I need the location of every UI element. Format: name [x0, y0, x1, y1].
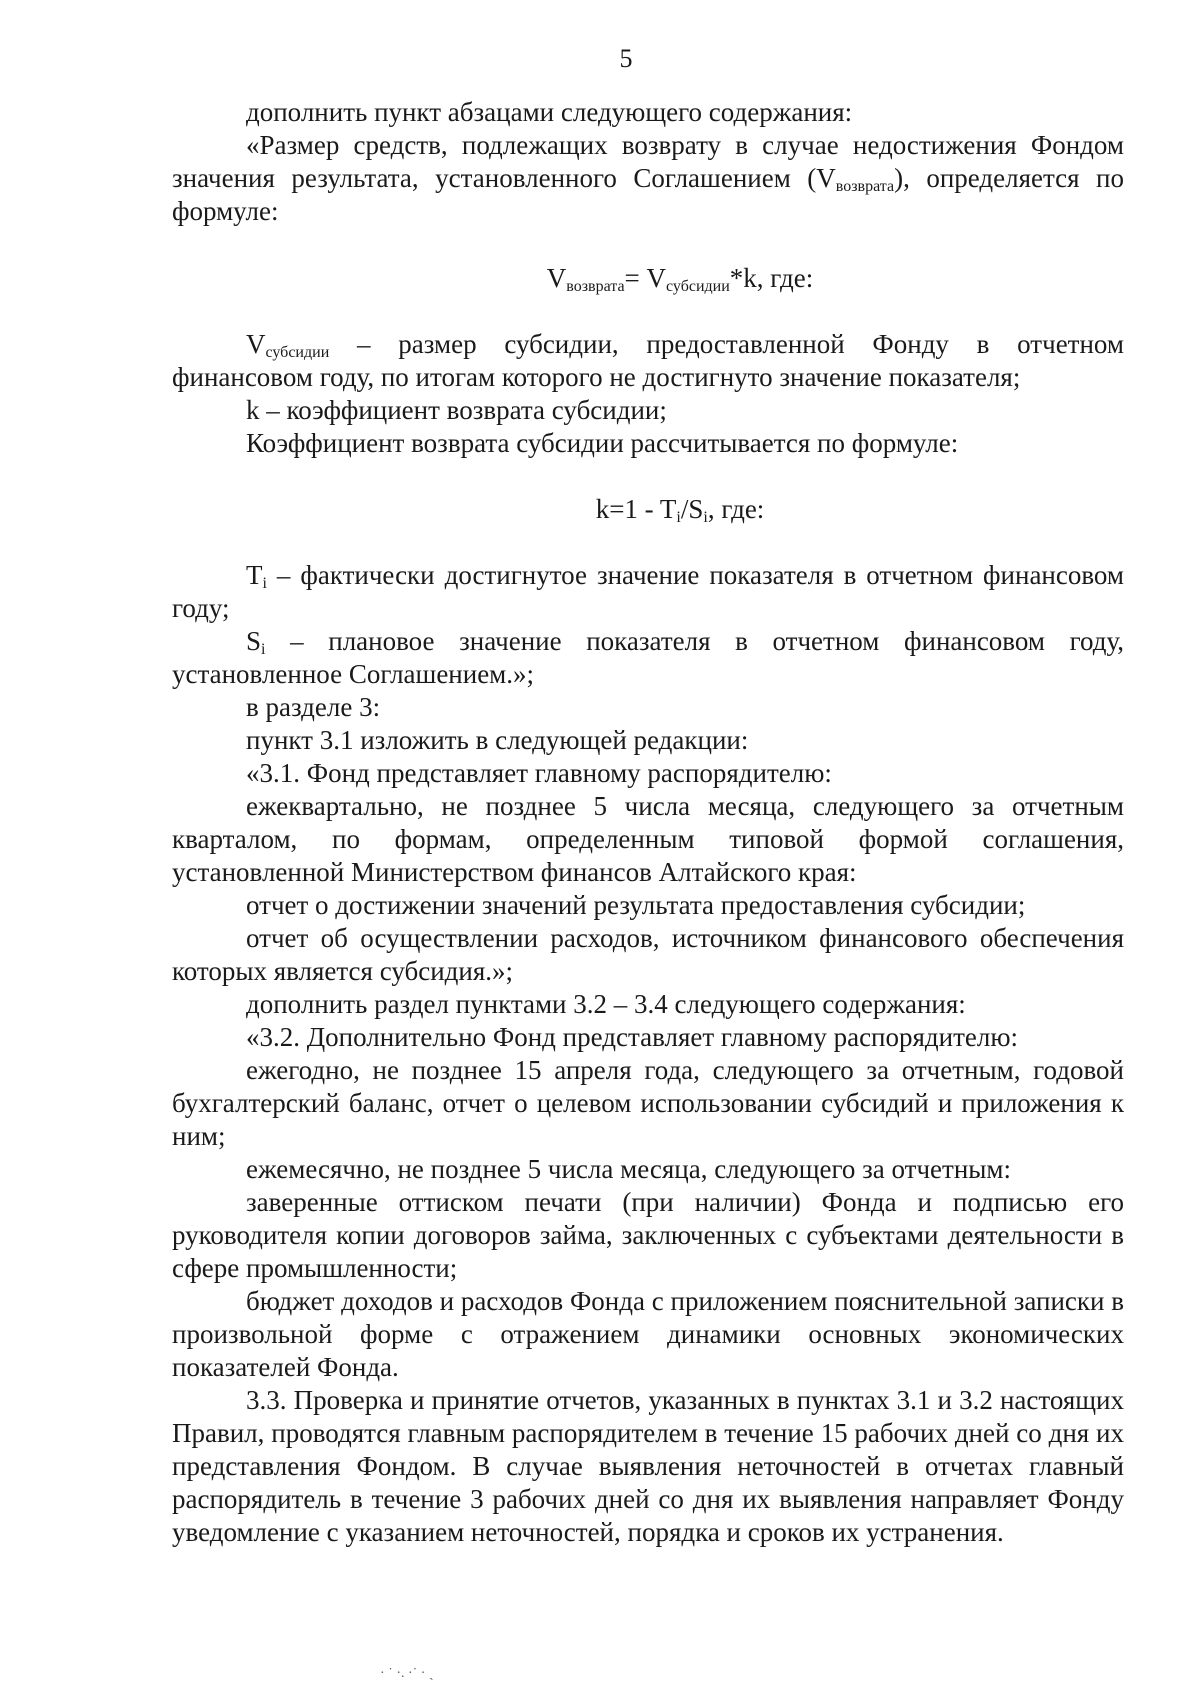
paragraph — [172, 559, 1124, 625]
text-run: – размер субсидии, предоставленной Фонду в отчетном финансовом году, по итогам которого не достигнуто значение показателя; — [172, 329, 1124, 392]
paragraph: отчет о достижении значений результата предоставления субсидии; — [246, 890, 1026, 920]
formula-return-amount — [172, 262, 1124, 295]
paragraph — [172, 625, 1124, 691]
paragraph: дополнить пункт абзацами следующего содержания: — [246, 97, 853, 127]
subscript: i — [703, 509, 708, 526]
text-run: V — [246, 329, 266, 359]
paragraph: ежеквартально, не позднее 5 числа месяца, следующего за отчетным кварталом, по формам, определенным типовой формой соглашения, установленной Министерством финансов Алтайского края: — [172, 791, 1124, 887]
text-run: , где: — [707, 494, 765, 524]
subscript: субсидии — [265, 344, 330, 361]
page-number: 5 — [619, 44, 633, 73]
paragraph: заверенные оттиском печати (при наличии) Фонда и подписью его руководителя копии договоров займа, заключенных с субъектами деятельности в сфере промышленности; — [172, 1187, 1124, 1283]
formula-coefficient — [172, 493, 1124, 526]
subscript: i — [676, 509, 681, 526]
text-run: V — [546, 263, 567, 293]
paragraph — [172, 129, 1124, 228]
text-run: – плановое значение показателя в отчетном финансовом году, установленное Соглашением.»; — [172, 626, 1124, 689]
paragraph: Коэффициент возврата субсидии рассчитывается по формуле: — [246, 428, 959, 458]
text-run: /S — [680, 494, 704, 524]
paragraph: «3.1. Фонд представляет главному распорядителю: — [246, 758, 832, 788]
paragraph: 3.3. Проверка и принятие отчетов, указанных в пунктах 3.1 и 3.2 настоящих Правил, проводятся главным распорядителем в течение 15 рабочих дней со дня их представления Фондом. В случае выявления неточностей в отчетах главный распорядитель в течение 3 рабочих дней со дня их выявления направляет Фонду уведомление с указанием неточностей, порядка и сроков их устранения. — [172, 1385, 1124, 1547]
text-run: *k, где: — [729, 263, 814, 293]
text-run: S — [246, 626, 262, 656]
text-run: T — [246, 560, 263, 590]
subscript: субсидии — [666, 278, 730, 295]
paragraph: ежегодно, не позднее 15 апреля года, следующего за отчетным, годовой бухгалтерский баланс, отчет о целевом использовании субсидий и приложения к ним; — [172, 1055, 1124, 1151]
paragraph: k – коэффициент возврата субсидии; — [246, 395, 667, 425]
paragraph: ежемесячно, не позднее 5 числа месяца, следующего за отчетным: — [246, 1154, 1012, 1184]
text-run: ), определяется по формуле: — [172, 163, 1124, 226]
paragraph: дополнить раздел пунктами 3.2 – 3.4 следующего содержания: — [246, 989, 966, 1019]
subscript: i — [262, 575, 267, 592]
text-run: «Размер средств, подлежащих возврату в случае недостижения Фондом значения результата, установленного Соглашением (V — [172, 130, 1124, 193]
document-body — [172, 96, 1124, 1549]
subscript: возврата — [566, 278, 625, 295]
paragraph: в разделе 3: — [246, 692, 381, 722]
paragraph: бюджет доходов и расходов Фонда с приложением пояснительной записки в произвольной форме с отражением динамики основных экономических показателей Фонда. — [172, 1286, 1124, 1382]
paragraph: «3.2. Дополнительно Фонд представляет главному распорядителю: — [246, 1022, 1019, 1052]
paragraph: пункт 3.1 изложить в следующей редакции: — [246, 725, 749, 755]
scan-artifact: · ˙ ·. ·˙ · ˎ — [380, 1666, 434, 1681]
subscript: i — [261, 641, 266, 658]
paragraph: отчет об осуществлении расходов, источником финансового обеспечения которых является субсидия.»; — [172, 923, 1124, 986]
text-run: – фактически достигнутое значение показателя в отчетном финансовом году; — [172, 560, 1124, 623]
text-run: = V — [624, 263, 667, 293]
text-run: k=1 - T — [595, 494, 677, 524]
subscript: возврата — [835, 178, 895, 195]
paragraph — [172, 328, 1124, 394]
